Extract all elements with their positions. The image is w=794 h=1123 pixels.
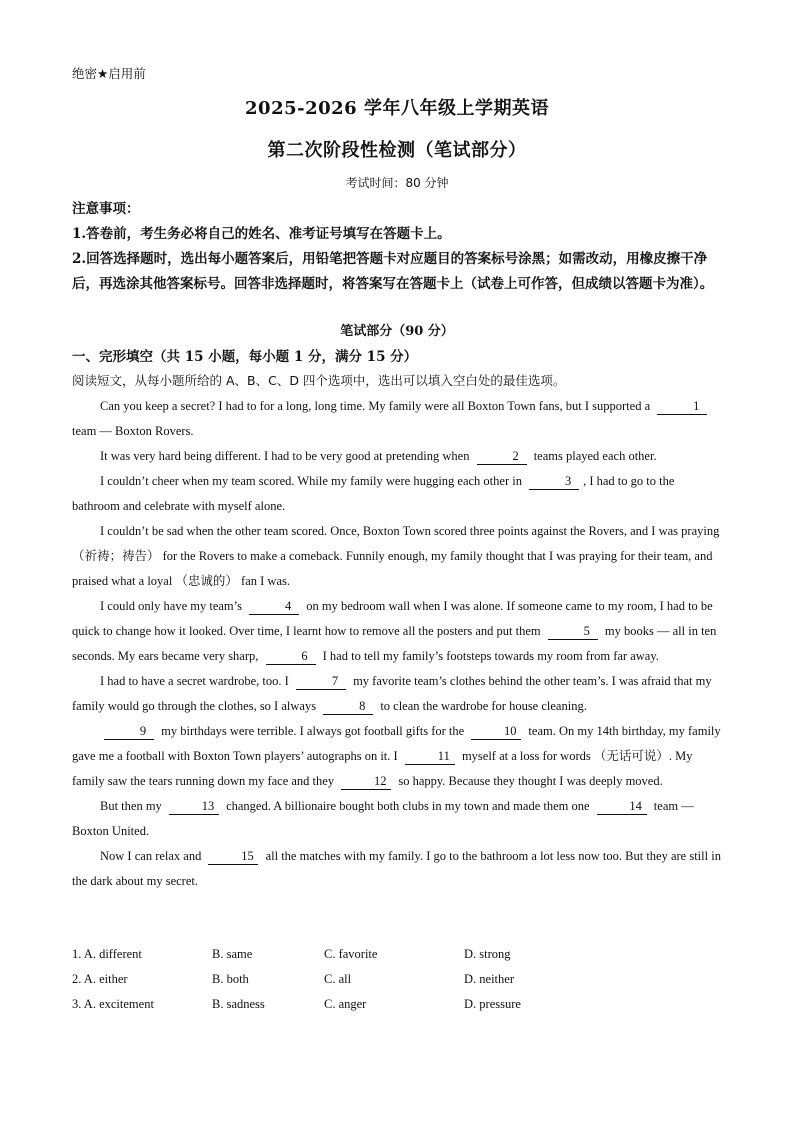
option-row — [72, 967, 722, 992]
passage-text: I could only have my team’s — [100, 599, 246, 613]
answer-blank: 4 — [249, 599, 299, 615]
answer-blank: 7 — [296, 674, 346, 690]
answer-blank: 9 — [104, 724, 154, 740]
answer-blank: 5 — [548, 624, 598, 640]
answer-blank: 3 — [529, 474, 579, 490]
answer-blank: 11 — [405, 749, 455, 765]
option-b: B. sadness — [212, 997, 265, 1011]
answer-blank: 14 — [597, 799, 647, 815]
passage-text: team — Boxton Rovers. — [72, 424, 194, 438]
answer-blank: 1 — [657, 399, 707, 415]
option-row — [72, 992, 722, 1017]
notes-heading: 注意事项： — [72, 201, 140, 217]
option-c: C. anger — [324, 997, 367, 1011]
notes-item-1: 1.答卷前，考生务必将自己的姓名、准考证号填写在答题卡上。 — [72, 226, 451, 242]
option-d: D. strong — [464, 947, 511, 961]
answer-options — [72, 942, 722, 1017]
passage-text: Can you keep a secret? I had to for a long, long time. My family were all Boxton Town fans, but I supported a — [100, 399, 654, 413]
exam-title-line2: 第二次阶段性检测（笔试部分） — [267, 140, 527, 161]
passage-text: , I had to go to the bathroom and celebrate with myself alone. — [72, 474, 675, 513]
passage-text: team. On my 14th birthday, my family gave me a football with Boxton Town players’ autographs on it. I — [72, 724, 721, 763]
passage-text: so happy. Because they thought I was deeply moved. — [395, 774, 663, 788]
passage-text: my birthdays were terrible. I always got football gifts for the — [158, 724, 468, 738]
passage-text: But then my — [100, 799, 165, 813]
passage-text: I had to tell my family’s footsteps towards my room from far away. — [319, 649, 659, 663]
option-c: C. all — [324, 972, 352, 986]
passage-text: on my bedroom wall when I was alone. If someone came to my room, I had to be quick to change how it looked. Over time, I learnt how to remove all the posters and put them — [72, 599, 713, 638]
answer-blank: 10 — [471, 724, 521, 740]
notes-section — [72, 197, 732, 297]
answer-blank: 13 — [169, 799, 219, 815]
passage-text: changed. A billionaire bought both clubs in my town and made them one — [222, 799, 593, 813]
notes-item-2: 2.回答选择题时，选出每小题答案后，用铅笔把答题卡对应题目的答案标号涂黑；如需改动，用橡皮擦干净后，再选涂其他答案标号。回答非选择题时，将答案写在答题卡上（试卷上可作答，但成绩以答题卡为准）。 — [72, 251, 714, 292]
answer-blank: 12 — [341, 774, 391, 790]
passage-paragraph — [72, 794, 722, 844]
passage-text: to clean the wardrobe for house cleaning. — [377, 699, 587, 713]
option-b: B. both — [212, 972, 249, 986]
answer-blank: 6 — [266, 649, 316, 665]
exam-title-line1: 2025-2026 学年八年级上学期英语 — [245, 98, 549, 119]
answer-blank: 2 — [477, 449, 527, 465]
option-a: 1. A. different — [72, 947, 142, 961]
passage-paragraph: I couldn’t be sad when the other team scored. Once, Boxton Town scored three points against the Rovers, and I was praying （祈祷；祷告） for the Rovers to make a comeback. Funnily enough, my family thought that I was praying for their team, and praised what a loyal （忠诚的） fan I was. — [72, 524, 720, 588]
passage-text: I had to have a secret wardrobe, too. I — [100, 674, 292, 688]
option-b: B. same — [212, 947, 253, 961]
answer-blank: 8 — [323, 699, 373, 715]
passage-paragraph — [72, 469, 722, 519]
option-c: C. favorite — [324, 947, 378, 961]
passage-paragraph — [72, 394, 722, 444]
passage-paragraph — [72, 719, 722, 794]
passage-text: team — Boxton United. — [72, 799, 694, 838]
confidential-label: 绝密★启用前 — [72, 66, 146, 81]
part-label: 笔试部分（90 分） — [340, 324, 454, 339]
passage-text: my favorite team’s clothes behind the other team’s. I was afraid that my family would go through the clothes, so I always — [72, 674, 712, 713]
answer-blank: 15 — [208, 849, 258, 865]
option-d: D. neither — [464, 972, 514, 986]
passage-paragraph — [72, 669, 722, 719]
passage-text: It was very hard being different. I had to be very good at pretending when — [100, 449, 473, 463]
passage-text: myself at a loss for words （无话可说）. My family saw the tears running down my face and they — [72, 749, 693, 788]
option-a: 3. A. excitement — [72, 997, 154, 1011]
option-a: 2. A. either — [72, 972, 128, 986]
section-heading: 一、完形填空（共 15 小题，每小题 1 分，满分 15 分） — [72, 349, 418, 365]
section-instructions: 阅读短文，从每小题所给的 A、B、C、D 四个选项中，选出可以填入空白处的最佳选项。 — [72, 373, 566, 388]
passage-text: I couldn’t cheer when my team scored. While my family were hugging each other in — [100, 474, 526, 488]
passage-text: teams played each other. — [530, 449, 657, 463]
passage-paragraph — [72, 844, 722, 894]
passage-text: my books — all in ten seconds. My ears became very sharp, — [72, 624, 717, 663]
option-row — [72, 942, 722, 967]
passage-text: all the matches with my family. I go to the bathroom a lot less now too. But they are still in the dark about my secret. — [72, 849, 721, 888]
cloze-passage — [72, 394, 722, 894]
option-d: D. pressure — [464, 997, 521, 1011]
passage-text: Now I can relax and — [100, 849, 205, 863]
passage-paragraph — [72, 594, 722, 669]
exam-time: 考试时间：80 分钟 — [345, 176, 449, 190]
passage-paragraph — [72, 444, 722, 469]
